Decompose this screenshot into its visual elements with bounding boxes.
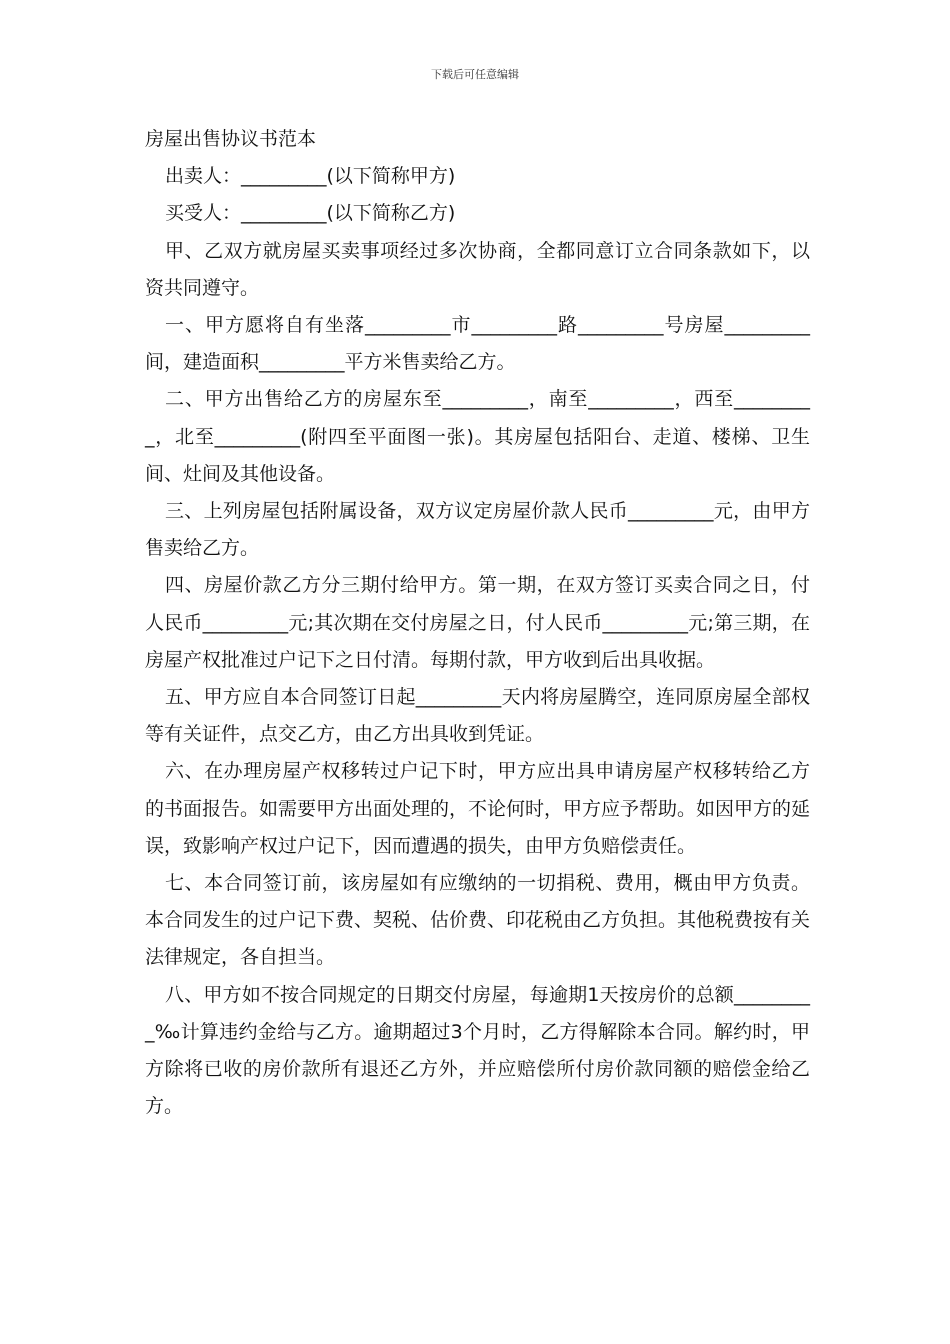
paragraph-preamble: 甲、乙双方就房屋买卖事项经过多次协商，全都同意订立合同条款如下，以资共同遵守。 [145, 239, 810, 299]
paragraph-buyer: 买受人：_________(以下简称乙方) [165, 202, 456, 225]
clause-8: 八、甲方如不按合同规定的日期交付房屋，每逾期1天按房价的总额_________‰计算违约金给与乙方。逾期超过3个月时，乙方得解除本合同。解约时，甲方除将已收的房价款所有退还乙方外，并应赔偿所付房价款同额的赔偿金给乙方。 [145, 983, 810, 1118]
clause-6: 六、在办理房屋产权移转过户记下时，甲方应出具申请房屋产权移转给乙方的书面报告。如需要甲方出面处理的，不论何时，甲方应予帮助。如因甲方的延误，致影响产权过户记下，因而遭遇的损失，由甲方负赔偿责任。 [145, 760, 811, 857]
clause-2: 二、甲方出售给乙方的房屋东至_________，南至_________，西至_________，北至_________(附四至平面图一张)。其房屋包括阳台、走道、楼梯、卫生间、灶间及其他设备。 [145, 388, 810, 485]
clause-3: 三、上列房屋包括附属设备，双方议定房屋价款人民币_________元，由甲方售卖给乙方。 [145, 500, 810, 560]
document-body [145, 121, 810, 1125]
clause-5: 五、甲方应自本合同签订日起_________天内将房屋腾空，连同原房屋全部权等有关证件，点交乙方，由乙方出具收到凭证。 [145, 686, 810, 746]
clause-4: 四、房屋价款乙方分三期付给甲方。第一期，在双方签订买卖合同之日，付人民币_________元;其次期在交付房屋之日，付人民币_________元;第三期，在房屋产权批准过户记下之日付清。每期付款，甲方收到后出具收据。 [145, 574, 810, 671]
page-header-note: 下载后可任意编辑 [431, 68, 519, 81]
paragraph-seller: 出卖人：_________(以下简称甲方) [165, 165, 456, 188]
document-title: 房屋出售协议书范本 [145, 128, 317, 150]
clause-7: 七、本合同签订前，该房屋如有应缴纳的一切捐税、费用，概由甲方负责。本合同发生的过户记下费、契税、估价费、印花税由乙方负担。其他税费按有关法律规定，各自担当。 [145, 872, 811, 969]
clause-1: 一、甲方愿将自有坐落_________市_________路_________号房屋_________间，建造面积_________平方米售卖给乙方。 [145, 314, 810, 374]
